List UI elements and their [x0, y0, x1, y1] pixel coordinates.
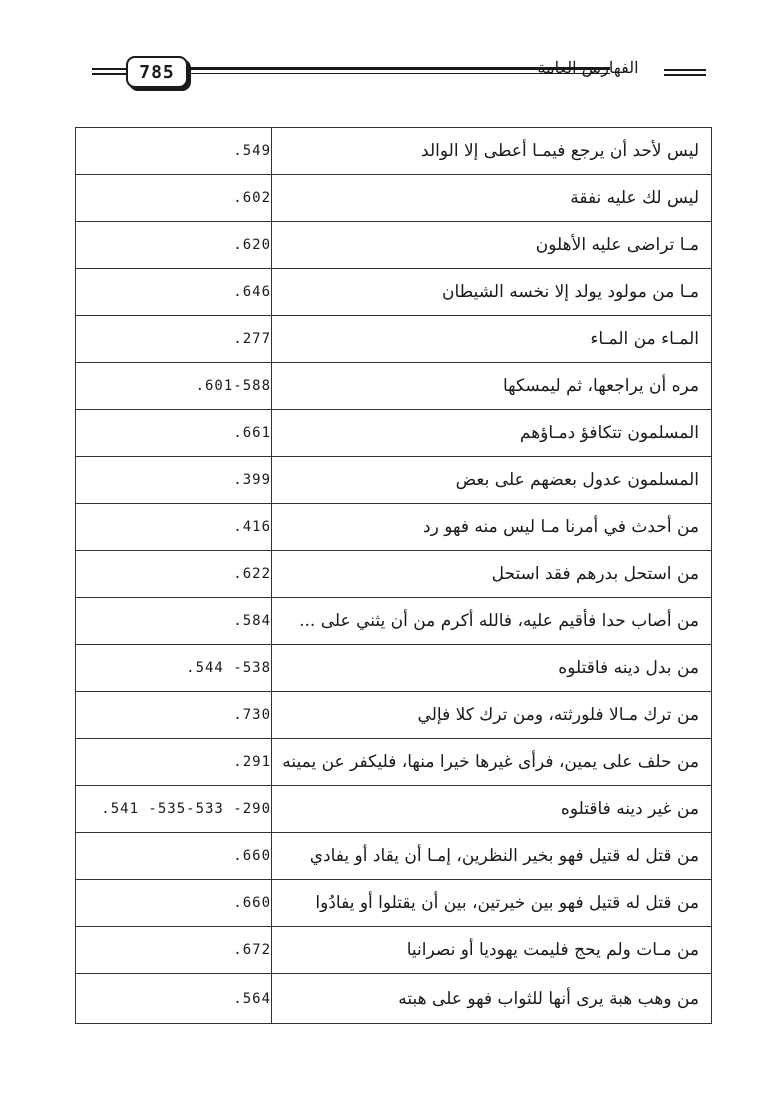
page-reference: .291 [233, 754, 271, 770]
table-row [76, 974, 711, 1024]
page-reference-cell [76, 927, 271, 973]
table-row [76, 692, 711, 739]
page-reference-cell [76, 833, 271, 879]
hadith-text-cell: من استحل بدرهم فقد استحل [271, 551, 711, 597]
page-reference-cell [76, 974, 271, 1023]
hadith-text-cell: مـا تراضى عليه الأهلون [271, 222, 711, 268]
page-reference-cell [76, 128, 271, 174]
page-reference: .730 [233, 707, 271, 723]
hadith-text-cell: من قتل له قتيل فهو بخير النظرين، إمـا أن يقاد أو يفادي [271, 833, 711, 879]
page-reference: .646 [233, 284, 271, 300]
page-reference: .660 [233, 848, 271, 864]
page-reference: .399 [233, 472, 271, 488]
page-reference: .541 -535-533 -290 [101, 801, 271, 817]
table-row [76, 598, 711, 645]
page-reference: .622 [233, 566, 271, 582]
hadith-text-cell: من وهب هبة يرى أنها للثواب فهو على هبته [271, 974, 711, 1023]
table-row [76, 504, 711, 551]
page-reference: .620 [233, 237, 271, 253]
table-row [76, 927, 711, 974]
table-row [76, 645, 711, 692]
page-reference-cell [76, 316, 271, 362]
page-reference: .584 [233, 613, 271, 629]
page-reference: .564 [233, 990, 271, 1007]
running-title: الفهارس العامة [537, 58, 639, 77]
page-reference: .601-588 [195, 378, 271, 394]
page-reference: .277 [233, 331, 271, 347]
table-row [76, 457, 711, 504]
page-reference: .661 [233, 425, 271, 441]
page-reference: .672 [233, 942, 271, 958]
page-reference-cell [76, 363, 271, 409]
page-reference-cell [76, 269, 271, 315]
hadith-text-cell: ليس لأحد أن يرجع فيمـا أعطى إلا الوالد [271, 128, 711, 174]
table-row [76, 222, 711, 269]
table-row [76, 316, 711, 363]
hadith-text-cell: المـاء من المـاء [271, 316, 711, 362]
hadith-text-cell: ليس لك عليه نفقة [271, 175, 711, 221]
table-row [76, 410, 711, 457]
table-row [76, 551, 711, 598]
page-reference: .544 -538 [186, 660, 271, 676]
table-row [76, 786, 711, 833]
index-table [75, 127, 712, 1024]
page-reference: .602 [233, 190, 271, 206]
table-row [76, 363, 711, 410]
hadith-text-cell: من أصاب حدا فأقيم عليه، فالله أكرم من أن يثني على ... [271, 598, 711, 644]
page-reference-cell [76, 504, 271, 550]
page-header [86, 52, 710, 92]
table-row [76, 269, 711, 316]
hadith-text-cell: من مـات ولم يحج فليمت يهوديا أو نصرانيا [271, 927, 711, 973]
table-row [76, 175, 711, 222]
page-reference-cell [76, 645, 271, 691]
page-reference-cell [76, 786, 271, 832]
hadith-text-cell: من بدل دينه فاقتلوه [271, 645, 711, 691]
hadith-text-cell: من ترك مـالا فلورثته، ومن ترك كلا فإلي [271, 692, 711, 738]
hadith-text-cell: من قتل له قتيل فهو بين خيرتين، بين أن يقتلوا أو يفادُوا [271, 880, 711, 926]
page-reference: .549 [233, 143, 271, 159]
page-reference-cell [76, 410, 271, 456]
page-reference-cell [76, 598, 271, 644]
table-row [76, 880, 711, 927]
page-reference-cell [76, 551, 271, 597]
page-reference-cell [76, 880, 271, 926]
header-rule [664, 74, 706, 76]
page-reference-cell [76, 222, 271, 268]
hadith-text-cell: من غير دينه فاقتلوه [271, 786, 711, 832]
page-number: 785 [126, 56, 188, 88]
page-reference-cell [76, 175, 271, 221]
header-rule [664, 69, 706, 71]
table-row [76, 739, 711, 786]
table-row [76, 833, 711, 880]
table-row [76, 128, 711, 175]
hadith-text-cell: من حلف على يمين، فرأى غيرها خيرا منها، فليكفر عن يمينه [271, 739, 711, 785]
page-reference: .416 [233, 519, 271, 535]
hadith-text-cell: مـا من مولود يولد إلا نخسه الشيطان [271, 269, 711, 315]
hadith-text-cell: مره أن يراجعها، ثم ليمسكها [271, 363, 711, 409]
hadith-text-cell: المسلمون عدول بعضهم على بعض [271, 457, 711, 503]
page-reference-cell [76, 739, 271, 785]
page-reference: .660 [233, 895, 271, 911]
page-reference-cell [76, 692, 271, 738]
page-reference-cell [76, 457, 271, 503]
hadith-text-cell: من أحدث في أمرنا مـا ليس منه فهو رد [271, 504, 711, 550]
hadith-text-cell: المسلمون تتكافؤ دمـاؤهم [271, 410, 711, 456]
